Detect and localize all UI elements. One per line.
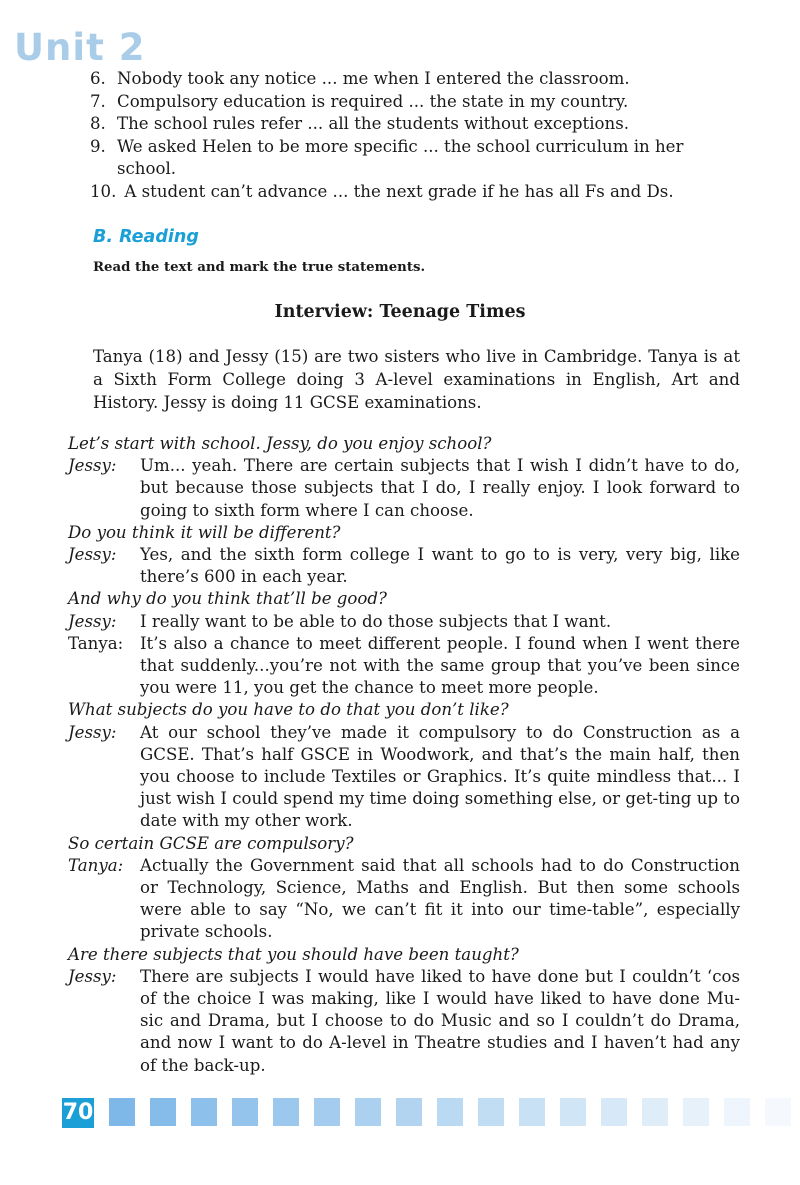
speaker-label: Jessy: — [68, 545, 117, 565]
unit-number: 2 — [118, 26, 146, 69]
unit-word: Unit — [14, 26, 105, 69]
footer-square — [150, 1098, 176, 1126]
page-number: 70 — [62, 1098, 94, 1128]
footer-square — [109, 1098, 135, 1126]
speaker-label: Tanya: — [68, 855, 124, 875]
answer-text: There are subjects I would have liked to have done but I couldn’t ‘cos of the choice I was making, like I would have liked to have done Mu-sic and Drama, but I choose to do Music and so I couldn’t do Drama, and now I want to do A-level in Theatre studies and I haven’t had any of the back-up. — [140, 966, 740, 1075]
speaker-label: Jessy: — [68, 611, 117, 631]
answer-text: Yes, and the sixth form college I want to go to is very, very big, like there’s 600 in each year. — [140, 545, 740, 587]
footer-square — [191, 1098, 217, 1126]
speaker-label: Jessy: — [68, 966, 117, 986]
footer-square — [601, 1098, 627, 1126]
interviewer-question: So certain GCSE are compulsory? — [68, 833, 354, 853]
footer-square — [355, 1098, 381, 1126]
footer-square — [396, 1098, 422, 1126]
answer-text: I really want to be able to do those subjects that I want. — [140, 611, 612, 631]
answer — [68, 966, 740, 1077]
footer-square — [683, 1098, 709, 1126]
section-heading: B. Reading — [93, 227, 199, 247]
footer-square — [273, 1098, 299, 1126]
answer — [68, 611, 740, 633]
footer-square — [478, 1098, 504, 1126]
answer — [68, 544, 740, 588]
item-text: Nobody took any notice ... me when I entered the classroom. — [117, 69, 630, 88]
answer-text: At our school they’ve made it compulsory to do Construction as a GCSE. That’s half GSCE in Woodwork, and that’s the main half, then you choose to include Textiles or Graphics. It’s quite mindless that... I just wish I could spend my time doing something else, or get-ting up to date with my other work. — [140, 722, 740, 831]
footer-square — [519, 1098, 545, 1126]
item-number: 10. — [90, 181, 117, 201]
item-number: 9. — [90, 136, 106, 156]
article-title: Interview: Teenage Times — [274, 302, 526, 322]
answer — [68, 633, 740, 700]
interviewer-question: And why do you think that’ll be good? — [68, 589, 387, 609]
answer-text: It’s also a chance to meet different people. I found when I went there that suddenly...you’re not with the same group that you’ve been since you were 11, you get the chance to meet more people. — [140, 633, 740, 698]
item-number: 6. — [90, 69, 106, 88]
item-number: 7. — [90, 91, 106, 111]
interviewer-question: Do you think it will be different? — [68, 522, 341, 542]
item-number: 8. — [90, 114, 106, 133]
exercise-item — [90, 68, 740, 91]
footer-square — [437, 1098, 463, 1126]
footer-square — [560, 1098, 586, 1126]
exercise-item — [90, 91, 740, 114]
footer-square — [314, 1098, 340, 1126]
item-text: A student can’t advance ... the next grade if he has all Fs and Ds. — [124, 181, 674, 201]
answer — [68, 722, 740, 833]
speaker-label: Jessy: — [68, 722, 117, 742]
footer-square — [232, 1098, 258, 1126]
interview-dialogue — [68, 433, 740, 1077]
answer — [68, 455, 740, 522]
speaker-label: Jessy: — [68, 456, 117, 476]
article-intro: Tanya (18) and Jessy (15) are two sisters who live in Cambridge. Tanya is at a Sixth Form College doing 3 A-level examinations in English, Art and History. Jessy is doing 11 GCSE examinations. — [93, 347, 740, 412]
exercise-item — [90, 136, 740, 181]
footer-square — [642, 1098, 668, 1126]
exercise-item — [90, 113, 740, 136]
interviewer-question: Are there subjects that you should have been taught? — [68, 944, 519, 964]
speaker-label: Tanya: — [68, 633, 124, 653]
exercise-item — [90, 181, 740, 204]
answer-text: Actually the Government said that all schools had to do Construction or Technology, Science, Maths and English. But then some schools were able to say “No, we can’t fit it into our time-table”, especially private schools. — [140, 855, 740, 942]
footer-square — [724, 1098, 750, 1126]
item-text: We asked Helen to be more specific ... the school curriculum in her school. — [117, 136, 684, 178]
answer-text: Um... yeah. There are certain subjects that I wish I didn’t have to do, but because those subjects that I do, I really enjoy. I look forward to going to sixth form where I can choose. — [140, 456, 740, 520]
interviewer-question: Let’s start with school. Jessy, do you enjoy school? — [68, 434, 492, 453]
answer — [68, 855, 740, 944]
instruction: Read the text and mark the true statements. — [93, 260, 426, 275]
unit-header — [14, 26, 146, 69]
footer-square — [765, 1098, 791, 1126]
exercise-list — [90, 68, 740, 203]
interviewer-question: What subjects do you have to do that you don’t like? — [68, 700, 509, 720]
item-text: The school rules refer ... all the students without exceptions. — [117, 114, 629, 133]
item-text: Compulsory education is required ... the state in my country. — [117, 91, 629, 111]
